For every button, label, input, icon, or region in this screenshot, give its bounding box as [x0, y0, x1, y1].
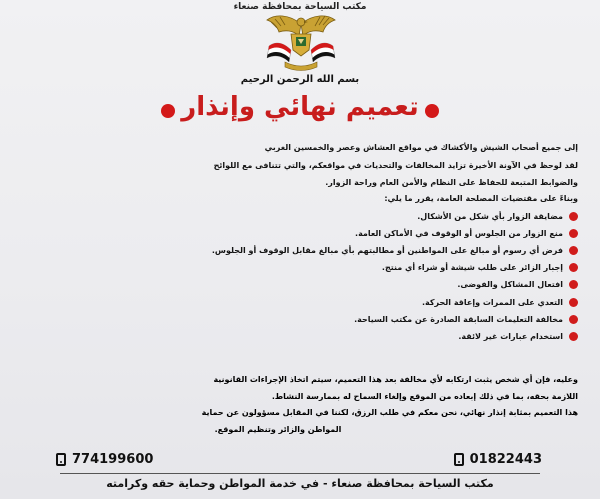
closing-line: اللازمة بحقه، بما في ذلك إبعاده من الموقع وإلغاء السماح له بممارسة النشاط.: [271, 391, 578, 401]
list-item-text: افتعال المشاكل والفوضى.: [457, 280, 563, 290]
bullet-icon: [569, 280, 578, 289]
phone-icon: [454, 453, 464, 466]
bullet-icon: [569, 298, 578, 307]
footer-text: مكتب السياحة بمحافظة صنعاء - في خدمة المواطن وحماية حقه وكرامته: [106, 477, 494, 490]
bullet-icon: [569, 246, 578, 255]
list-item: [18, 276, 578, 293]
notice-body: [18, 138, 578, 345]
bullet-icon: [569, 315, 578, 324]
list-item-text: مخالفة التعليمات السابقة الصادرة عن مكتب السياحة.: [354, 314, 563, 324]
closing-paragraph: [18, 372, 578, 438]
closing-line: المواطن والزائر وتنظيم الموقع.: [214, 424, 342, 434]
list-item: [18, 208, 578, 225]
list-item-text: التعدي على الممرات وإعاقة الحركة.: [422, 297, 563, 307]
list-item-text: مضايقة الزوار بأي شكل من الأشكال.: [417, 211, 563, 221]
violations-list: [18, 208, 578, 346]
phone-left: [56, 452, 153, 467]
closing-line: وعليه، فإن أي شخص يثبت ارتكابه لأي مخالفة بعد هذا التعميم، سيتم اتخاذ الإجراءات القانونية: [213, 375, 578, 384]
list-item: [18, 328, 578, 345]
phone-icon: [56, 453, 66, 466]
list-item-text: فرض أي رسوم أو مبالغ على المواطنين أو مطالبتهم بأي مبالغ مقابل الوقوف أو الجلوس.: [211, 245, 563, 255]
list-item: [18, 294, 578, 311]
bullet-icon: [569, 229, 578, 238]
footer-divider: [60, 473, 540, 474]
yemen-emblem-icon: [263, 10, 339, 72]
red-dot-icon: [425, 104, 439, 118]
list-item-text: منع الزوار من الجلوس أو الوقوف في الأماكن العامة.: [355, 228, 563, 238]
notice-title: تعميم نهائي وإنذار: [181, 92, 419, 122]
office-header: مكتب السياحة بمحافظة صنعاء: [233, 2, 367, 12]
intro-line: وبناءً على مقتضيات المصلحة العامة، يقرر ما يلي:: [384, 194, 578, 203]
phone-right: [454, 452, 542, 467]
phone-number: 774199600: [72, 452, 154, 467]
intro-line: لقد لوحظ في الآونة الأخيرة تزايد المخالفات والتحديات في مواقعكم، والتي تتنافى مع اللوائح: [213, 161, 578, 170]
title-row: [0, 92, 600, 122]
bullet-icon: [569, 332, 578, 341]
basmala: بسم الله الرحمن الرحيم: [240, 74, 360, 85]
closing-line: هذا التعميم بمثابة إنذار نهائي، نحن معكم في طلب الرزق، لكننا في المقابل مسؤولون عن حماية: [201, 408, 578, 417]
red-dot-icon: [161, 104, 175, 118]
list-item: [18, 259, 578, 276]
list-item: [18, 225, 578, 242]
list-item-text: استخدام عبارات غير لائقة.: [458, 331, 563, 341]
list-item: [18, 242, 578, 259]
list-item-text: إجبار الزائر على طلب شيشة أو شراء أي منتج.: [381, 263, 563, 273]
bullet-icon: [569, 212, 578, 221]
phone-number: 01822443: [469, 452, 542, 467]
list-item: [18, 311, 578, 328]
intro-line: والضوابط المتبعة للحفاظ على النظام والأمن العام وراحة الزوار.: [325, 177, 578, 187]
addressee-line: إلى جميع أصحاب الشيش والأكشاك في مواقع العشاش وعصر والخمسين الغربي: [264, 143, 578, 152]
bullet-icon: [569, 263, 578, 272]
